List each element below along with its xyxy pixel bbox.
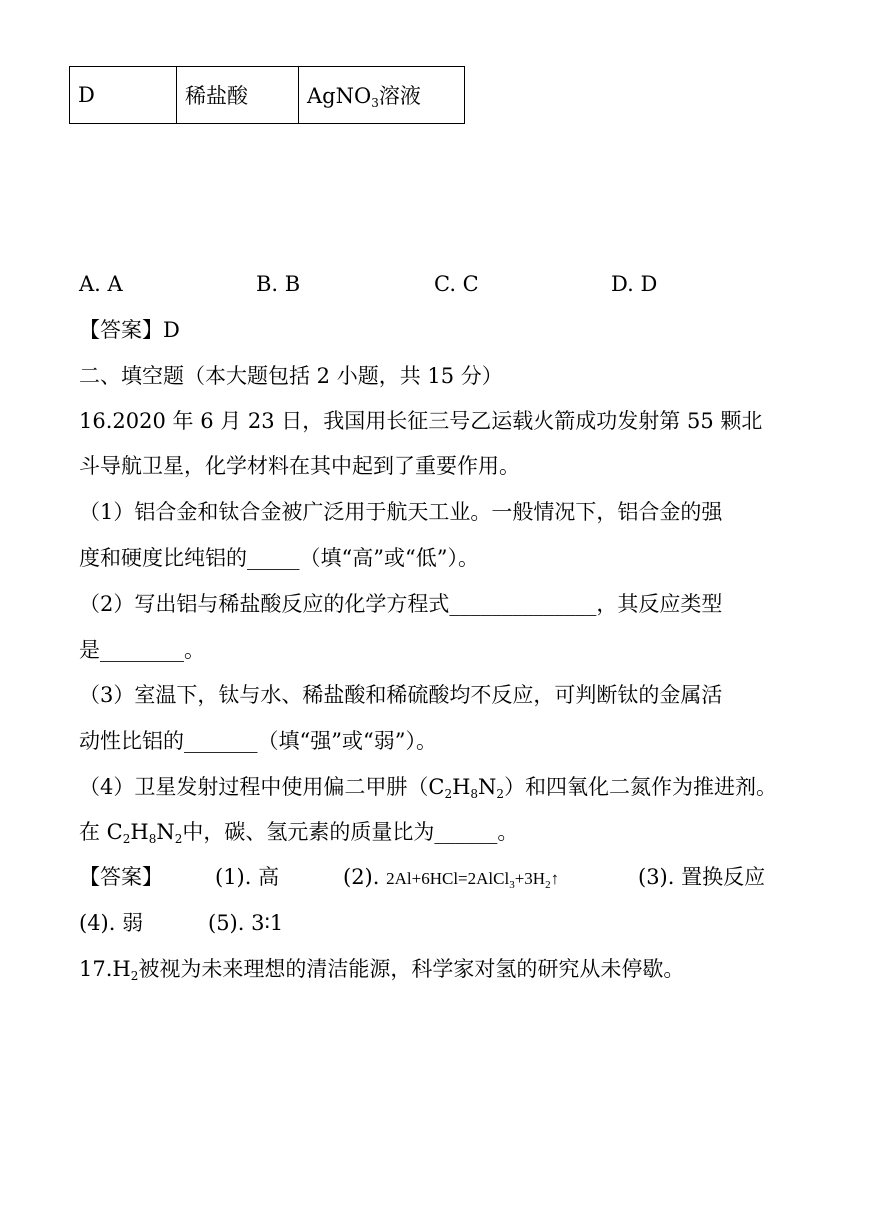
answer-15: 【答案】D	[79, 318, 180, 342]
q16-line2: 斗导航卫星，化学材料在其中起到了重要作用。	[79, 454, 520, 478]
section-heading: 二、填空题（本大题包括 2 小题，共 15 分）	[79, 364, 503, 388]
answer-16-5: (5). 3∶1	[208, 911, 284, 935]
q16-part1-line2: 度和硬度比纯铝的_____（填“高”或“低”）。	[79, 546, 479, 570]
q16-part4-line2: 在 $C_2H_8N_2$中，碳、氢元素的质量比为______。	[79, 820, 519, 846]
q16-part2-line2: 是________。	[79, 638, 205, 662]
q16-part2-line1: （2）写出铝与稀盐酸反应的化学方程式______________，其反应类型	[79, 592, 723, 616]
equation: $2Al+6HCl=2AlCl_3+3H_2↑$	[386, 869, 560, 891]
table-cell-reagent: 稀盐酸	[177, 67, 299, 124]
answer-16-1: (1). 高	[215, 865, 280, 889]
table-cell-solution: AgNO$_3$溶液	[299, 67, 465, 124]
q16-part3-line2: 动性比铝的_______（填“强”或“弱”）。	[79, 729, 437, 753]
table-row	[70, 67, 465, 124]
answer-16-label: 【答案】	[79, 865, 163, 889]
choice-a: A. A	[79, 272, 123, 296]
table-cell-option: D	[70, 67, 177, 124]
answer-16-3: (3). 置换反应	[638, 865, 766, 889]
choice-c: C. C	[434, 272, 479, 296]
choice-d: D. D	[611, 272, 658, 296]
choice-b: B. B	[256, 272, 301, 296]
answer-16-2: (2). $2Al+6HCl=2AlCl_3+3H_2↑$	[343, 865, 560, 891]
q17-line1: $17.H_2$被视为未来理想的清洁能源，科学家对氢的研究从未停歇。	[79, 957, 685, 983]
q16-part3-line1: （3）室温下，钛与水、稀盐酸和稀硫酸均不反应，可判断钛的金属活	[79, 683, 723, 707]
answer-16-4: (4). 弱	[79, 911, 144, 935]
q16-part1-line1: （1）铝合金和钛合金被广泛用于航天工业。一般情况下，铝合金的强	[79, 500, 723, 524]
q16-line1: 16.2020 年 6 月 23 日，我国用长征三号乙运载火箭成功发射第 55 颗北	[79, 409, 763, 433]
q16-part4-line1: （4）卫星发射过程中使用偏二甲肼$(C_2H_8N_2)$和四氧化二氮作为推进剂。	[79, 775, 778, 801]
options-table	[69, 66, 465, 124]
